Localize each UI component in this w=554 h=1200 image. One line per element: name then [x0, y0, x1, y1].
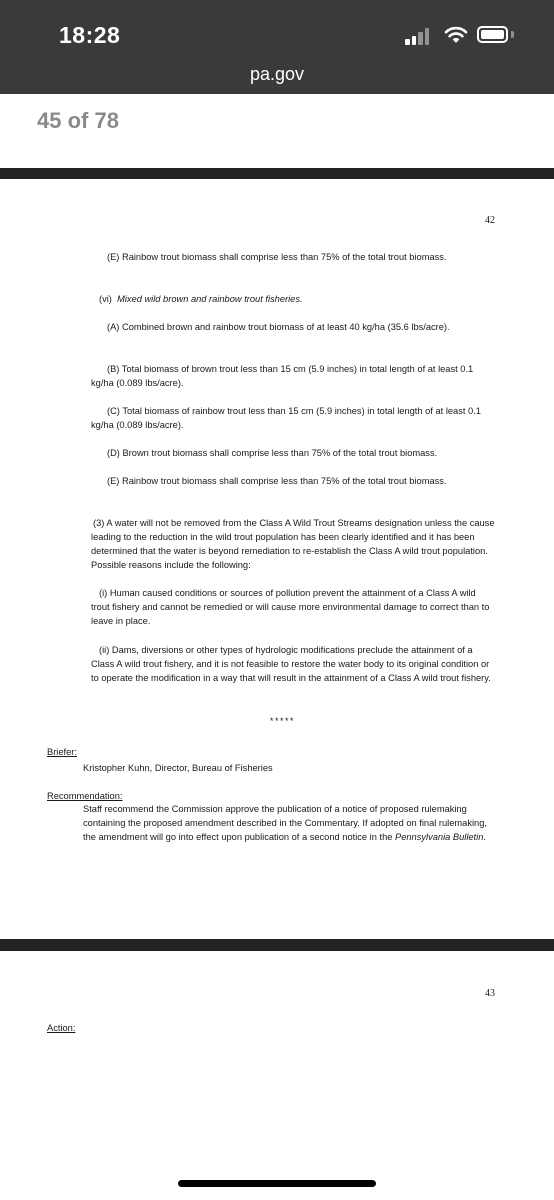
paragraph-ii: (ii) Dams, diversions or other types of hydrologic modifications preclude the attainment of a Class A wild trout fishery, and it is not feasible to restore the water body to its original condition or to operate the modification in a way that will result in the attainment of a Class A wild trout fishery.: [91, 645, 491, 683]
paragraph-a: (A) Combined brown and rainbow trout biomass of at least 40 kg/ha (35.6 lbs/acre).: [107, 322, 450, 332]
battery-tip: [511, 31, 514, 38]
briefer-label: Briefer:: [47, 747, 77, 757]
paragraph-i: (i) Human caused conditions or sources of pollution prevent the attainment of a Class A wild trout fishery and cannot be remedied or will cause more environmental damage to correct than to leave in place.: [91, 588, 490, 626]
page-number: 43: [485, 988, 495, 999]
recommendation-label: Recommendation:: [47, 791, 123, 801]
page-separator: [0, 939, 554, 951]
paragraph-e2: (E) Rainbow trout biomass shall comprise less than 75% of the total trout biomass.: [107, 476, 447, 486]
cellular-signal-icon: [405, 27, 433, 45]
briefer-text: Kristopher Kuhn, Director, Bureau of Fisheries: [83, 763, 273, 773]
page-separator: [0, 168, 554, 179]
paragraph-3: (3) A water will not be removed from the Class A Wild Trout Streams designation unless the cause leading to the reduction in the wild trout population has been clearly identified and it has been determined that the water is beyond remediation to re-establish the Class A wild trout population. Possible reasons include the following:: [91, 518, 495, 570]
status-time: 18:28: [59, 22, 121, 48]
paragraph-d: (D) Brown trout biomass shall comprise less than 75% of the total trout biomass.: [107, 448, 438, 458]
paragraph-b: (B) Total biomass of brown trout less than 15 cm (5.9 inches) in total length of at least 0.1 kg/ha (0.089 lbs/acre).: [91, 364, 474, 388]
paragraph-c: (C) Total biomass of rainbow trout less than 15 cm (5.9 inches) in total length of at least 0.1 kg/ha (0.089 lbs/acre).: [91, 406, 481, 430]
paragraph-vi: (vi) Mixed wild brown and rainbow trout fisheries.: [99, 294, 303, 304]
action-label: Action:: [47, 1023, 76, 1033]
page-number: 42: [485, 215, 495, 226]
address-bar[interactable]: [0, 58, 554, 94]
section-break-stars: *****: [270, 716, 296, 726]
status-bar: [0, 0, 554, 58]
wifi-icon: [444, 26, 468, 44]
url-text[interactable]: pa.gov: [249, 64, 305, 84]
recommendation-text: Staff recommend the Commission approve the publication of a notice of proposed rulemaking containing the proposed amendment described in the Commentary. If adopted on final rulemaking, the amendment will go into effect upon publication of a second notice in the Pennsylvania Bulletin.: [83, 804, 487, 842]
battery-icon: [477, 26, 508, 43]
home-indicator[interactable]: [178, 1180, 376, 1187]
page-counter: 45 of 78: [37, 108, 119, 133]
paragraph-e1: (E) Rainbow trout biomass shall comprise less than 75% of the total trout biomass.: [107, 252, 447, 262]
